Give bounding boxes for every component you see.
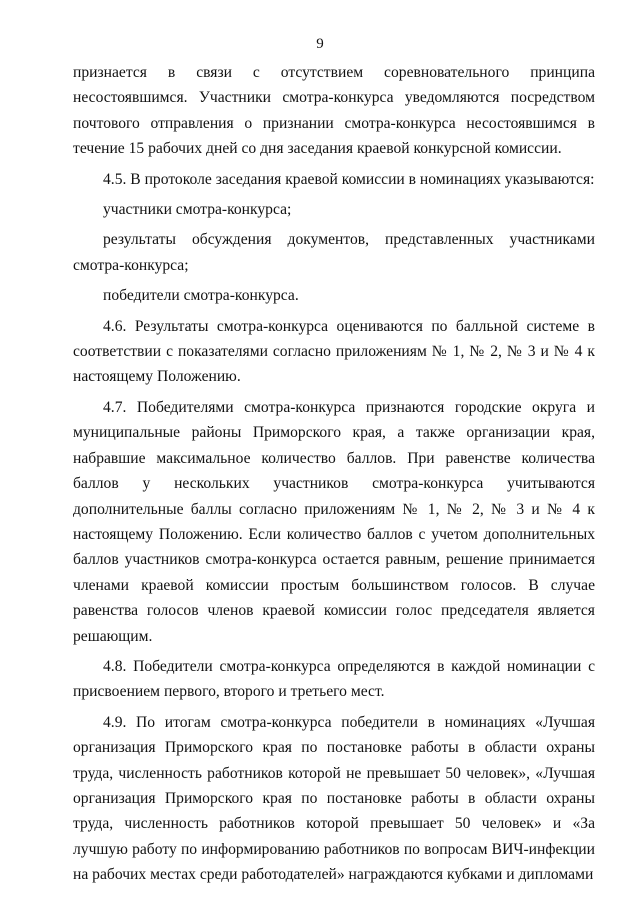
paragraph-4-7: 4.7. Победителями смотра-конкурса признаются городские округа и муниципальные районы Приморского края, а также организации края, набравшие максимальное количество баллов. При равенстве количества баллов у нескольких участников смотра-конкурса учитываются дополнительные баллы согласно приложениям № 1, № 2, № 3 и № 4 к настоящему Положению. Если количество баллов с учетом дополнительных баллов участников смотра-конкурса остается равным, решение принимается членами краевой комиссии простым большинством голосов. В случае равенства голосов членов краевой комиссии голос председателя является решающим. bbox=[73, 398, 595, 645]
paragraph-4-5: 4.5. В протоколе заседания краевой комиссии в номинациях указываются: bbox=[103, 170, 595, 188]
paragraph-4-8: 4.8. Победители смотра-конкурса определяются в каждой номинации с присвоением первого, второго и третьего мест. bbox=[73, 657, 595, 701]
paragraph-4-9: 4.9. По итогам смотра-конкурса победители в номинациях «Лучшая организация Приморского края по постановке работы в области охраны труда, численность работников которой не превышает 50 человек», «Лучшая организация Приморского края по постановке работы в области охраны труда, численность работников которой превышает 50 человек» и «За лучшую работу по информированию работников по вопросам ВИЧ-инфекции на рабочих местах среди работодателей» награждаются кубками и дипломами bbox=[73, 713, 595, 884]
list-item-results: результаты обсуждения документов, представленных участниками смотра-конкурса; bbox=[73, 231, 595, 274]
list-item-participants: участники смотра-конкурса; bbox=[103, 201, 292, 219]
document-body bbox=[73, 60, 595, 888]
list-item-winners: победители смотра-конкурса. bbox=[103, 287, 299, 305]
paragraph-continuation: признается в связи с отсутствием соревновательного принципа несостоявшимся. Участники смотра-конкурса уведомляются посредством почтового отправления о признании смотра-конкурса несостоявшимся в течение 15 рабочих дней со дня заседания краевой конкурсной комиссии. bbox=[73, 64, 595, 158]
paragraph-4-6: 4.6. Результаты смотра-конкурса оцениваются по балльной системе в соответствии с показателями согласно приложениям № 1, № 2, № 3 и № 4 к настоящему Положению. bbox=[73, 317, 595, 386]
page-number: 9 bbox=[316, 36, 324, 52]
